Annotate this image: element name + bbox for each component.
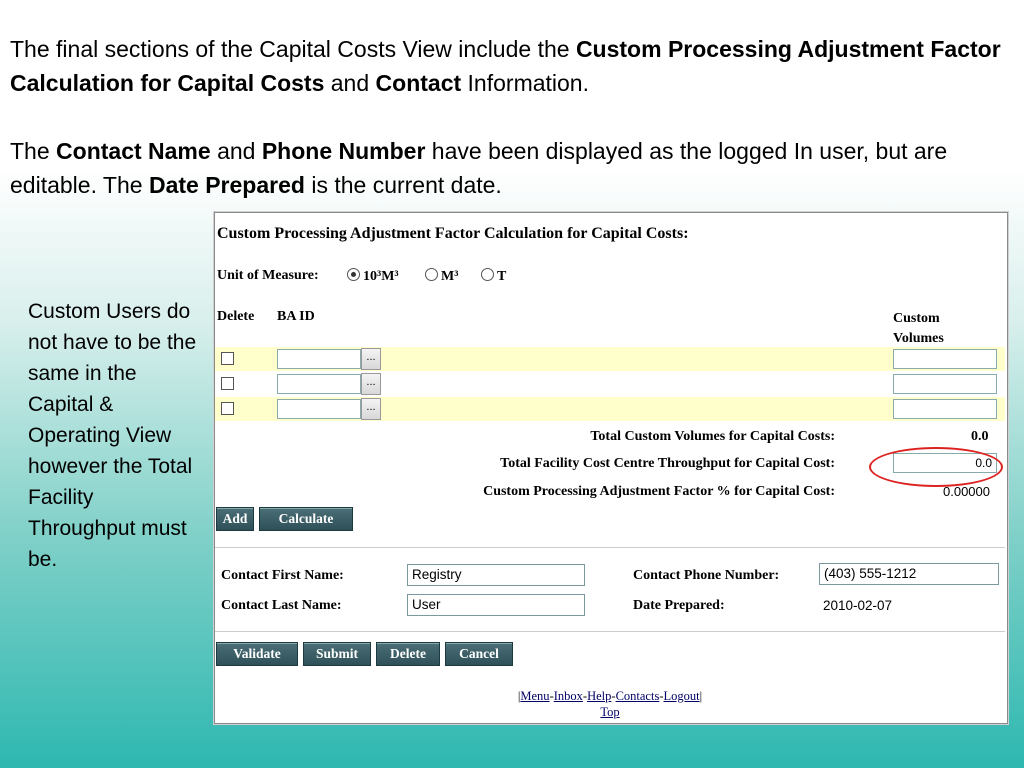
p2-run: have been displayed as the logged In user, but are editable. The	[10, 138, 948, 198]
custom-volume-input[interactable]	[893, 374, 997, 394]
baid-input[interactable]	[277, 399, 361, 419]
p2-run: and	[210, 138, 262, 164]
p1-run: and	[324, 70, 376, 96]
total-custom-volumes-value: 0.0	[971, 429, 989, 444]
calculate-button[interactable]: Calculate	[259, 507, 353, 531]
radio-icon[interactable]	[481, 268, 494, 281]
p1-run: The final sections of the Capital Costs View include the	[10, 36, 576, 62]
date-prepared-label: Date Prepared:	[633, 598, 725, 613]
col-delete-header: Delete	[217, 309, 255, 324]
help-link[interactable]: Help	[587, 689, 612, 703]
logout-link[interactable]: Logout	[663, 689, 700, 703]
p2-run: Contact Name	[56, 138, 211, 164]
app-screenshot	[214, 212, 1008, 724]
contact-first-name-input[interactable]: Registry	[407, 564, 585, 586]
menu-link[interactable]: Menu	[520, 689, 550, 703]
lookup-button[interactable]: ...	[361, 373, 381, 395]
delete-button[interactable]: Delete	[376, 642, 440, 666]
radio-icon[interactable]	[425, 268, 438, 281]
p1-run: Contact	[375, 70, 462, 96]
p1-run: Custom Processing Adjustment Factor Calculation for Capital Costs	[10, 36, 1001, 96]
uom-label: Unit of Measure:	[217, 268, 319, 283]
baid-input[interactable]	[277, 374, 361, 394]
baid-input[interactable]	[277, 349, 361, 369]
add-button[interactable]: Add	[216, 507, 254, 531]
intro-text	[10, 32, 1010, 236]
adj-factor-value: 0.00000	[943, 484, 990, 499]
date-prepared-value: 2010-02-07	[823, 598, 893, 613]
contact-phone-label: Contact Phone Number:	[633, 568, 780, 583]
intro-paragraph-1	[10, 32, 1010, 100]
footer-top	[215, 705, 1005, 720]
uom-option-label: T	[497, 269, 507, 284]
delete-checkbox[interactable]	[221, 352, 234, 365]
uom-option-2[interactable]	[425, 268, 458, 285]
footer-nav: |Menu-Inbox-Help-Contacts-Logout|	[517, 689, 703, 703]
contact-last-name-input[interactable]: User	[407, 594, 585, 616]
cancel-button[interactable]: Cancel	[445, 642, 513, 666]
section-title: Custom Processing Adjustment Factor Calculation for Capital Costs:	[217, 225, 689, 242]
delete-checkbox[interactable]	[221, 377, 234, 390]
contact-last-name-label: Contact Last Name:	[221, 598, 342, 613]
inbox-link[interactable]: Inbox	[553, 689, 583, 703]
p2-run: is the current date.	[304, 172, 502, 198]
col-baid-header: BA ID	[277, 309, 315, 324]
uom-option-1[interactable]	[347, 268, 399, 285]
lookup-button[interactable]: ...	[361, 348, 381, 370]
radio-selected-icon[interactable]	[347, 268, 360, 281]
custom-volume-input[interactable]	[893, 349, 997, 369]
p2-run: Phone Number	[261, 138, 426, 164]
p1-run: Information.	[461, 70, 589, 96]
side-note: Custom Users do not have to be the same in the Capital & Operating View however the Total Facility Throughput must be.	[28, 300, 197, 571]
delete-checkbox[interactable]	[221, 402, 234, 415]
intro-paragraph-2	[10, 134, 1010, 202]
validate-button[interactable]: Validate	[216, 642, 298, 666]
divider	[215, 547, 1005, 548]
custom-volume-input[interactable]	[893, 399, 997, 419]
uom-option-3[interactable]	[481, 268, 506, 285]
total-throughput-label: Total Facility Cost Centre Throughput for Capital Cost:	[500, 456, 835, 471]
uom-option-label: M³	[441, 269, 459, 284]
contact-first-name-label: Contact First Name:	[221, 568, 344, 583]
adj-factor-label: Custom Processing Adjustment Factor % for Capital Cost:	[483, 484, 835, 499]
contact-phone-input[interactable]: (403) 555-1212	[819, 563, 999, 585]
total-custom-volumes-label: Total Custom Volumes for Capital Costs:	[590, 429, 835, 444]
total-throughput-input[interactable]: 0.0	[893, 453, 997, 473]
p2-run: Date Prepared	[148, 172, 305, 198]
highlight-oval	[869, 447, 1003, 487]
contacts-link[interactable]: Contacts	[615, 689, 660, 703]
top-link[interactable]: Top	[600, 705, 620, 719]
p2-run: The	[10, 138, 57, 164]
uom-option-label: 10³M³	[363, 269, 399, 284]
col-custom-volumes-header: Custom Volumes	[893, 311, 944, 346]
submit-button[interactable]: Submit	[303, 642, 371, 666]
lookup-button[interactable]: ...	[361, 398, 381, 420]
divider	[215, 631, 1005, 632]
